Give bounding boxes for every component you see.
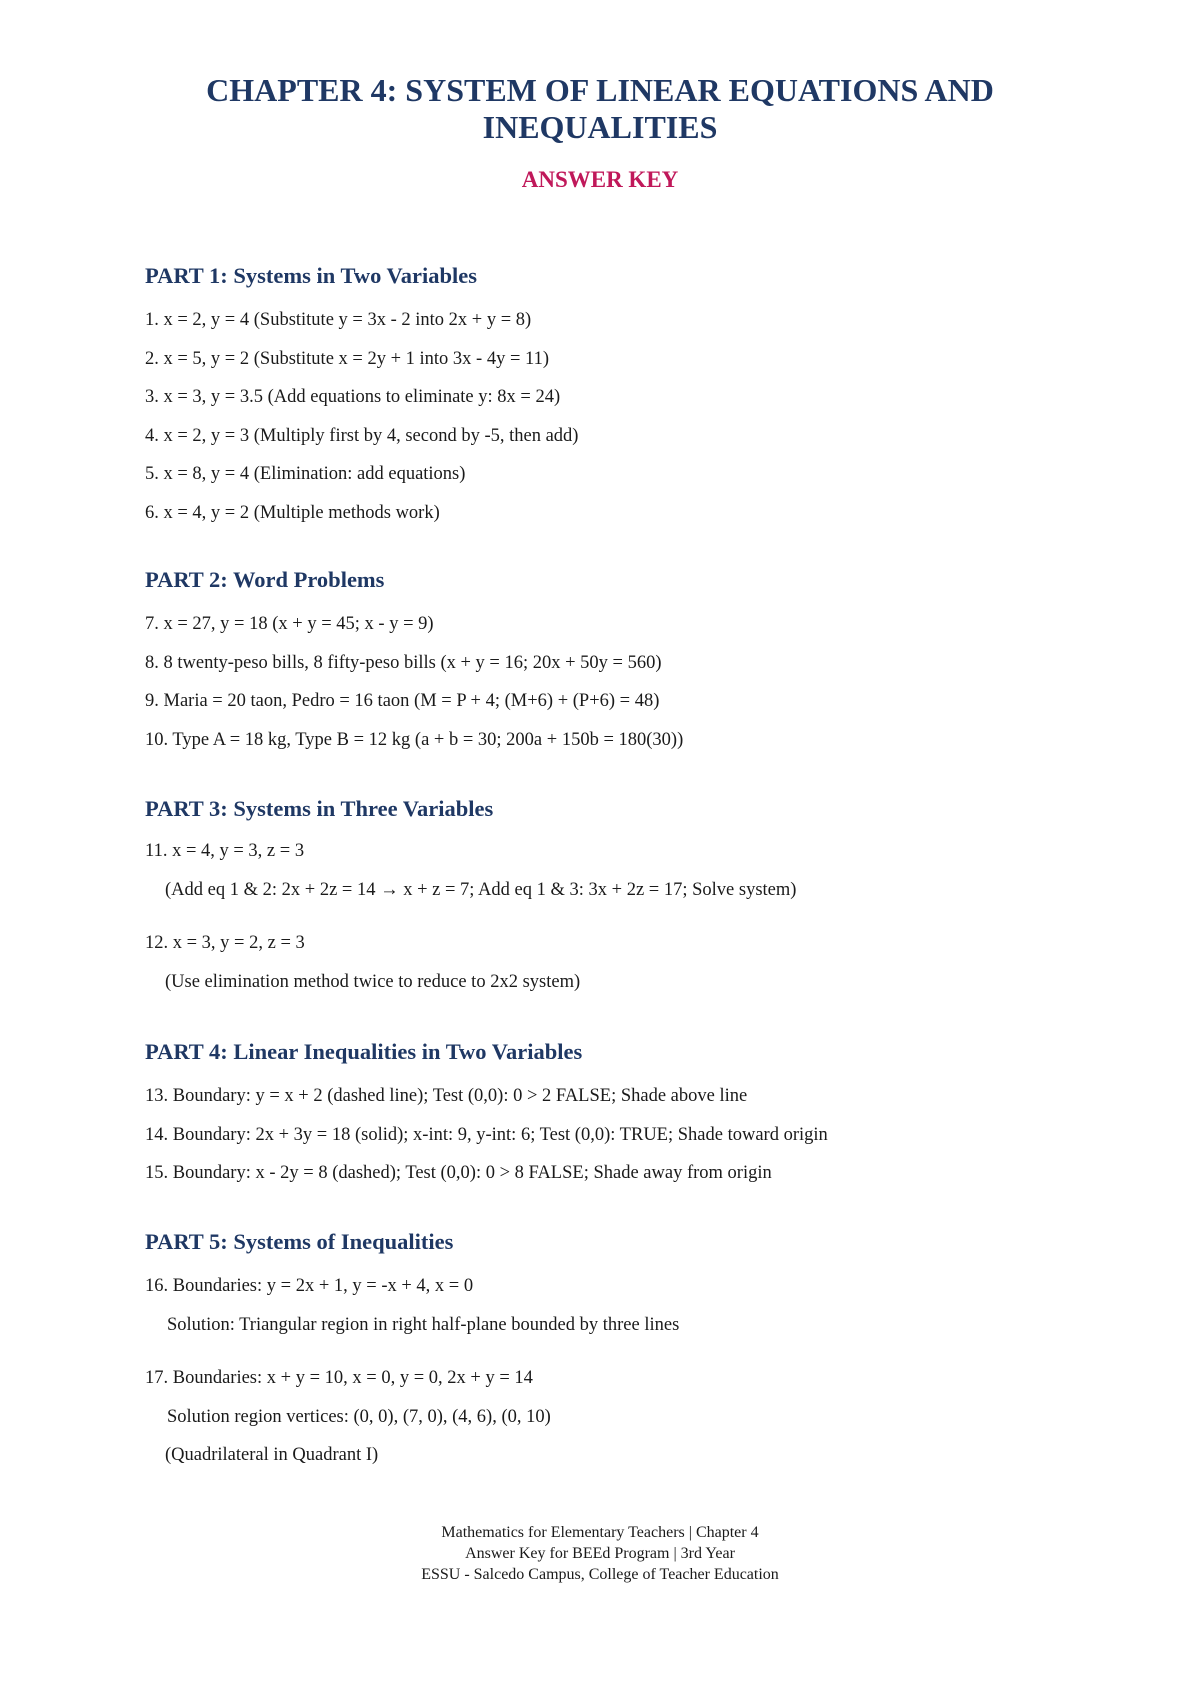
page-subtitle: ANSWER KEY [521,167,679,192]
page-footer [0,1522,1200,1585]
part-1-heading: PART 1: Systems in Two Variables [145,263,477,288]
part-3-heading: PART 3: Systems in Three Variables [145,796,494,821]
answer-item: 2. x = 5, y = 2 (Substitute x = 2y + 1 into 3x - 4y = 11) [145,348,550,369]
answer-item: 9. Maria = 20 taon, Pedro = 16 taon (M = P + 4; (M+6) + (P+6) = 48) [145,691,660,711]
title-line-2: INEQUALITIES [482,109,718,145]
part-2-section [145,565,1145,759]
footer-line-3: ESSU - Salcedo Campus, College of Teacher Education [421,1566,779,1583]
part-1-section [145,261,1145,532]
answer-item: 10. Type A = 18 kg, Type B = 12 kg (a + b = 30; 200a + 150b = 180(30)) [145,729,684,750]
part-4-heading: PART 4: Linear Inequalities in Two Variables [145,1039,583,1064]
part-3-section [145,794,1145,1001]
page-title [0,72,1200,146]
answer-note: (Add eq 1 & 2: 2x + 2z = 14 → x + z = 7; Add eq 1 & 3: 3x + 2z = 17; Solve system) [165,879,797,900]
answer-note: (Quadrilateral in Quadrant I) [165,1445,379,1465]
answer-note: Solution: Triangular region in right half-plane bounded by three lines [167,1314,680,1335]
answer-item: 12. x = 3, y = 2, z = 3 [145,933,305,953]
footer-line-2: Answer Key for BEEd Program | 3rd Year [465,1545,735,1562]
answer-note: (Use elimination method twice to reduce to 2x2 system) [165,971,581,992]
answer-item: 14. Boundary: 2x + 3y = 18 (solid); x-int: 9, y-int: 6; Test (0,0): TRUE; Shade toward origin [145,1124,828,1145]
footer-line-1: Mathematics for Elementary Teachers | Chapter 4 [441,1524,759,1541]
answer-item: 6. x = 4, y = 2 (Multiple methods work) [145,502,440,523]
part-5-section [145,1227,1145,1475]
answer-item: 3. x = 3, y = 3.5 (Add equations to eliminate y: 8x = 24) [145,387,561,407]
answer-item: 8. 8 twenty-peso bills, 8 fifty-peso bills (x + y = 16; 20x + 50y = 560) [145,652,662,673]
answer-item: 17. Boundaries: x + y = 10, x = 0, y = 0, 2x + y = 14 [145,1368,533,1388]
part-4-section [145,1037,1145,1193]
answer-item: 1. x = 2, y = 4 (Substitute y = 3x - 2 into 2x + y = 8) [145,310,532,330]
part-5-heading: PART 5: Systems of Inequalities [145,1229,454,1254]
answer-item: 13. Boundary: y = x + 2 (dashed line); Test (0,0): 0 > 2 FALSE; Shade above line [145,1086,748,1106]
title-line-1: CHAPTER 4: SYSTEM OF LINEAR EQUATIONS AND [206,72,994,108]
answer-item: 11. x = 4, y = 3, z = 3 [145,841,305,861]
part-2-heading: PART 2: Word Problems [145,567,385,592]
answer-item: 4. x = 2, y = 3 (Multiply first by 4, second by -5, then add) [145,425,579,446]
answer-item: 5. x = 8, y = 4 (Elimination: add equations) [145,464,466,484]
answer-item: 15. Boundary: x - 2y = 8 (dashed); Test (0,0): 0 > 8 FALSE; Shade away from origin [145,1163,772,1183]
answer-item: 7. x = 27, y = 18 (x + y = 45; x - y = 9) [145,614,434,634]
answer-item: 16. Boundaries: y = 2x + 1, y = -x + 4, x = 0 [145,1276,474,1296]
answer-note: Solution region vertices: (0, 0), (7, 0), (4, 6), (0, 10) [167,1406,551,1427]
